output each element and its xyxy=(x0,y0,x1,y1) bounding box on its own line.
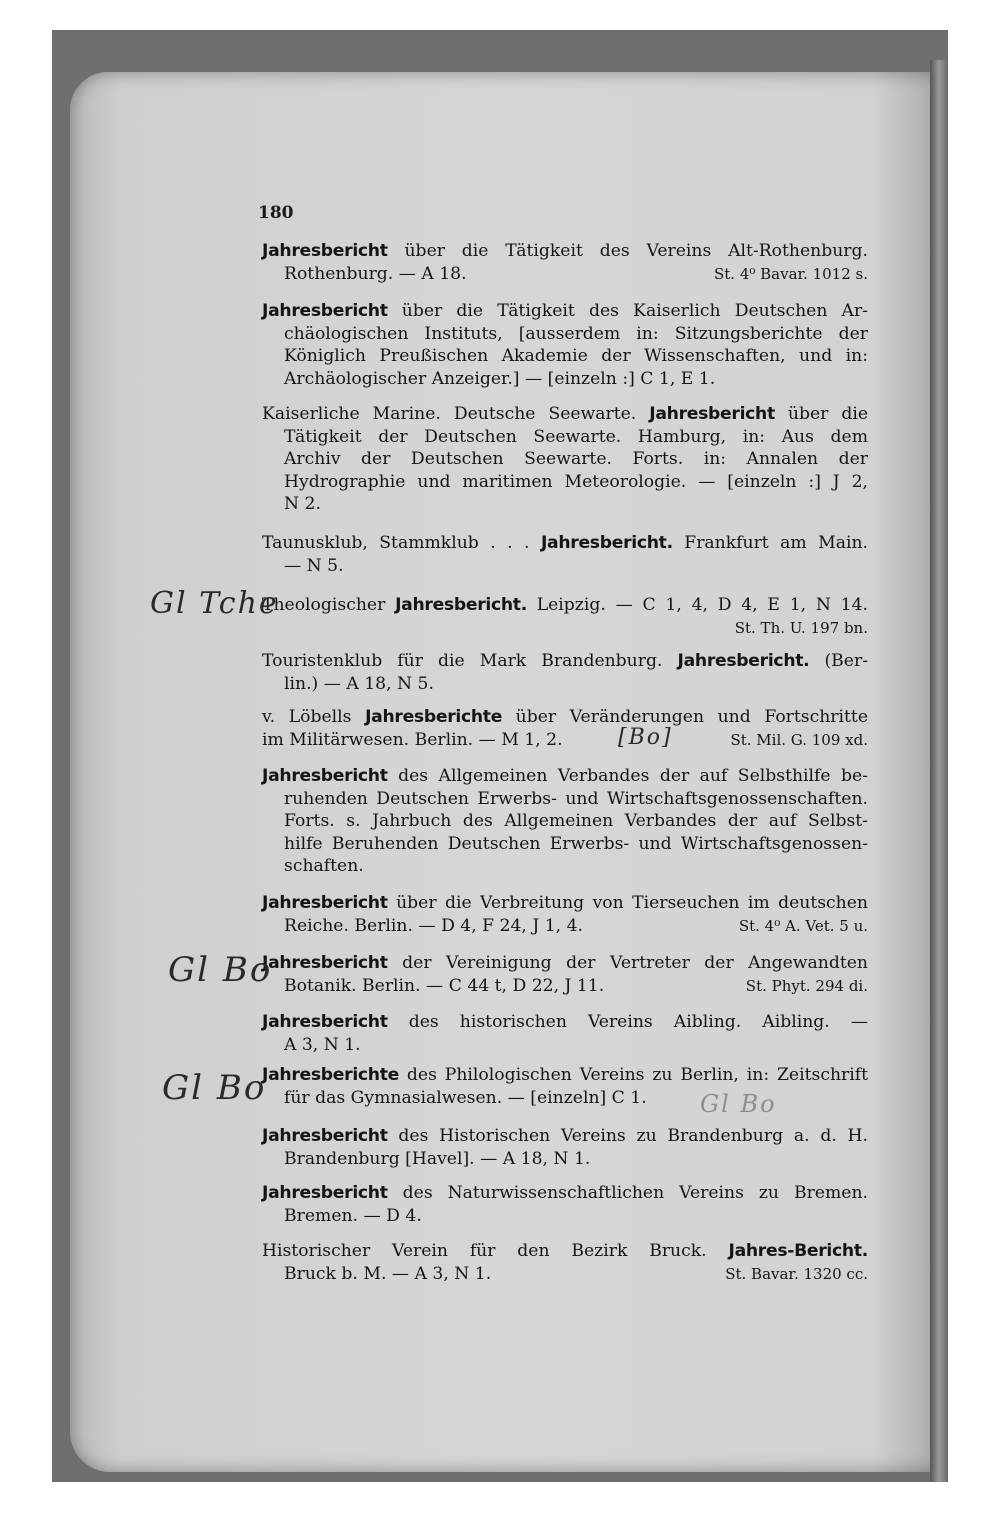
catalog-entry: Jahresbericht der Vereinigung der Vertreter der Angewandten Botanik. Berlin. — C 44 t, D 22, J 11. St. Phyt. 294 di. xyxy=(262,953,868,996)
entry-keyword: Jahresbericht xyxy=(262,953,388,973)
entry-keyword: Jahresbericht xyxy=(262,893,388,913)
entry-keyword: Jahresbericht. xyxy=(677,651,810,671)
entry-keyword: Jahresbericht xyxy=(262,301,388,321)
shelfmark: St. 4⁰ A. Vet. 5 u. xyxy=(738,916,868,935)
catalog-entry: Theologischer Jahresbericht. Leipzig. — C 1, 4, D 4, E 1, N 14. St. Th. U. 197 bn. xyxy=(262,594,868,639)
entry-keyword: Jahresbericht xyxy=(262,241,388,261)
catalog-entry: Jahresbericht des Historischen Vereins zu Brandenburg a. d. H. Brandenburg [Havel]. — A 18, N 1. xyxy=(262,1126,868,1169)
entry-keyword: Jahresbericht xyxy=(262,1012,388,1032)
shelfmark: St. Phyt. 294 di. xyxy=(745,976,868,995)
catalog-entry: Jahresbericht des historischen Vereins Aibling. Aibling. — A 3, N 1. xyxy=(262,1012,868,1055)
entry-keyword: Jahresbericht xyxy=(649,404,775,424)
catalog-entry: Jahresberichte des Philologischen Vereins zu Berlin, in: Zeitschrift für das Gymnasialwesen. — [einzeln] C 1. xyxy=(262,1065,868,1108)
entry-keyword: Jahresbericht. xyxy=(540,533,673,553)
entry-keyword: Jahresbericht xyxy=(262,1126,388,1146)
shelfmark: St. Mil. G. 109 xd. xyxy=(730,730,868,749)
handwritten-note: Gl Bo xyxy=(162,1068,267,1108)
catalog-entry: Historischer Verein für den Bezirk Bruck. Jahres-Bericht. Bruck b. M. — A 3, N 1. St. Bavar. 1320 cc. xyxy=(262,1241,868,1284)
catalog-entry: Jahresbericht des Allgemeinen Verbandes der auf Selbsthilfe be- ruhenden Deutschen Erwerbs- und Wirtschaftsgenossenschaften. Forts. s. Jahrbuch des Allgemeinen Verbandes der auf Selbst- hilfe Beruhenden Deutschen Erwerbs- und Wirtschaftsgenossen- schaften. xyxy=(262,766,868,876)
handwritten-note: Gl Bo xyxy=(700,1090,777,1118)
entry-keyword: Jahresbericht xyxy=(262,766,388,786)
catalog-entry: v. Löbells Jahresberichte über Veränderungen und Fortschritte im Militärwesen. Berlin. — M 1, 2. St. Mil. G. 109 xd. xyxy=(262,707,869,750)
shelfmark: St. 4⁰ Bavar. 1012 s. xyxy=(713,264,868,283)
entry-keyword: Jahresbericht xyxy=(262,1183,388,1203)
catalog-entry: Jahresbericht des Naturwissenschaftlichen Vereins zu Bremen. Bremen. — D 4. xyxy=(262,1183,868,1226)
catalog-entry: Touristenklub für die Mark Brandenburg. Jahresbericht. (Ber- lin.) — A 18, N 5. xyxy=(262,651,869,694)
handwritten-note: Gl Bo xyxy=(168,950,273,990)
entry-keyword: Jahresberichte xyxy=(262,1065,400,1085)
catalog-entry: Jahresbericht über die Tätigkeit des Vereins Alt-Rothenburg. Rothenburg. — A 18. St. 4⁰ Bavar. 1012 s. xyxy=(262,241,868,284)
entry-keyword: Jahres-Bericht. xyxy=(728,1241,868,1261)
entry-keyword: Jahresbericht. xyxy=(395,595,527,615)
page-number: 180 xyxy=(258,203,294,223)
shelfmark: St. Bavar. 1320 cc. xyxy=(725,1264,868,1283)
page-edge xyxy=(930,60,948,1482)
catalog-entry: Jahresbericht über die Verbreitung von Tierseuchen im deutschen Reiche. Berlin. — D 4, F 24, J 1, 4. St. 4⁰ A. Vet. 5 u. xyxy=(262,893,868,936)
handwritten-note: [Bo] xyxy=(618,725,673,750)
handwritten-note: Gl Tche xyxy=(150,586,279,621)
catalog-entry: Taunusklub, Stammklub . . . Jahresbericht. Frankfurt am Main. — N 5. xyxy=(262,533,868,576)
entry-keyword: Jahresberichte xyxy=(365,707,503,727)
shelfmark: St. Th. U. 197 bn. xyxy=(734,618,868,637)
catalog-entry: Kaiserliche Marine. Deutsche Seewarte. Jahresbericht über die Tätigkeit der Deutschen Seewarte. Hamburg, in: Aus dem Archiv der Deutschen Seewarte. Forts. in: Annalen der Hydrographie und maritimen Meteorologie. — [einzeln :] J 2, N 2. xyxy=(262,404,868,514)
catalog-entry: Jahresbericht über die Tätigkeit des Kaiserlich Deutschen Ar- chäologischen Instituts, [ausserdem in: Sitzungsberichte der Königlich Preußischen Akademie der Wissenschaften, und in: Archäologischer Anzeiger.] — [einzeln :] C 1, E 1. xyxy=(262,301,868,389)
